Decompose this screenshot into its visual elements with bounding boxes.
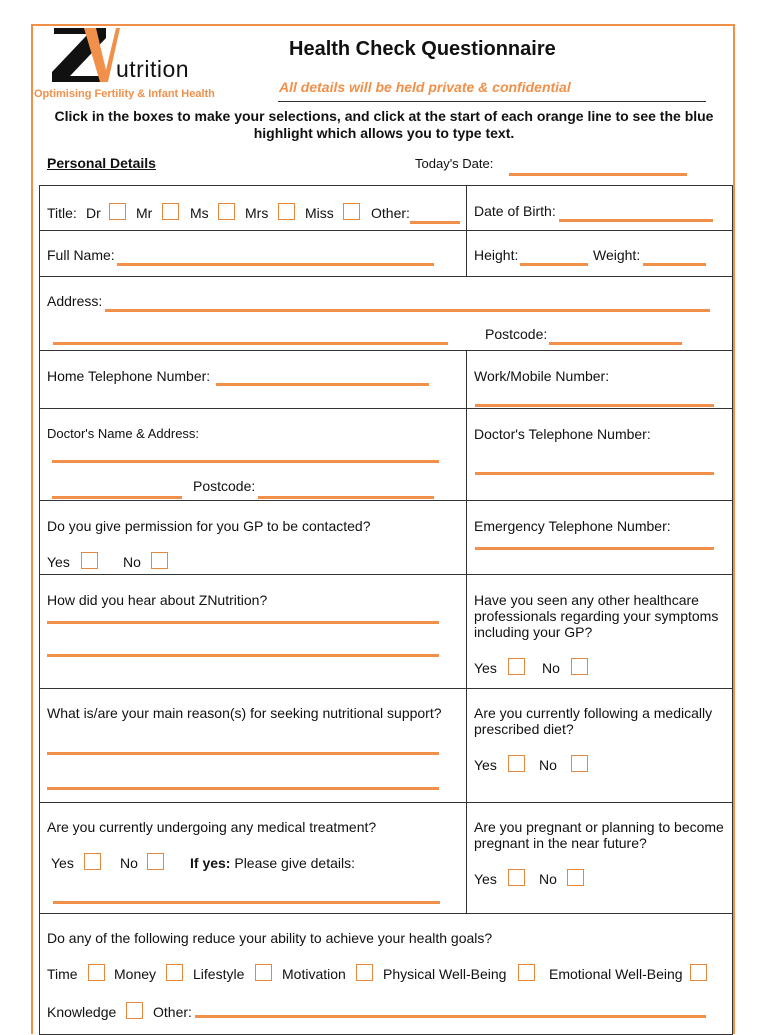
prof-yes-checkbox[interactable]	[508, 658, 525, 675]
main-reason-question: What is/are your main reason(s) for seeking nutritional support?	[47, 705, 442, 721]
doctor-tel-label: Doctor's Telephone Number:	[474, 426, 651, 442]
row-divider	[39, 408, 733, 409]
title-miss-checkbox[interactable]	[343, 203, 360, 220]
gp-permission-question: Do you give permission for you GP to be contacted?	[47, 518, 371, 534]
address-field-line1[interactable]	[105, 309, 710, 312]
barrier-time-checkbox[interactable]	[88, 964, 105, 981]
logo-tagline: Optimising Fertility & Infant Health	[34, 88, 215, 100]
barrier-knowledge-checkbox[interactable]	[126, 1002, 143, 1019]
weight-field[interactable]	[643, 263, 706, 266]
emergency-tel-label: Emergency Telephone Number:	[474, 518, 671, 534]
treatment-details-field[interactable]	[53, 901, 440, 904]
gp-no-checkbox[interactable]	[151, 552, 168, 569]
diet-yes-label: Yes	[474, 757, 497, 773]
barrier-motivation-checkbox[interactable]	[356, 964, 373, 981]
barrier-lifestyle-label: Lifestyle	[193, 966, 245, 982]
doctor-postcode-field[interactable]	[258, 496, 434, 499]
pregnant-no-label: No	[539, 871, 557, 887]
main-reason-field-2[interactable]	[47, 787, 439, 790]
if-yes-label	[190, 855, 355, 871]
title-option-mr: Mr	[136, 205, 153, 221]
barrier-physical-checkbox[interactable]	[518, 964, 535, 981]
row-divider	[39, 802, 733, 803]
barrier-other-field[interactable]	[195, 1015, 706, 1018]
postcode-field[interactable]	[549, 342, 682, 345]
diet-yes-checkbox[interactable]	[508, 755, 525, 772]
todays-date-label: Today's Date:	[415, 156, 494, 171]
treatment-no-checkbox[interactable]	[147, 853, 164, 870]
doctor-tel-field[interactable]	[475, 472, 714, 475]
if-yes-detail: Please give details:	[234, 855, 355, 871]
barrier-lifestyle-checkbox[interactable]	[255, 964, 272, 981]
page-title: Health Check Questionnaire	[289, 38, 556, 60]
logo-wordmark: utrition	[116, 56, 190, 82]
title-dr-checkbox[interactable]	[109, 203, 126, 220]
pregnant-question: Are you pregnant or planning to become pregnant in the near future?	[474, 819, 724, 851]
home-tel-field[interactable]	[216, 383, 429, 386]
emergency-tel-field[interactable]	[475, 547, 714, 550]
medical-treatment-question: Are you currently undergoing any medical treatment?	[47, 819, 377, 835]
todays-date-field[interactable]	[509, 173, 687, 176]
doctor-postcode-label: Postcode:	[193, 478, 256, 494]
barrier-emotional-label: Emotional Well-Being	[549, 966, 683, 982]
doctor-address-field-2[interactable]	[52, 496, 182, 499]
row-divider	[39, 230, 733, 231]
diet-no-label: No	[539, 757, 557, 773]
diet-no-checkbox[interactable]	[571, 755, 588, 772]
title-ms-checkbox[interactable]	[218, 203, 235, 220]
title-option-ms: Ms	[190, 205, 209, 221]
barrier-knowledge-label: Knowledge	[47, 1004, 117, 1020]
prof-no-label: No	[542, 660, 560, 676]
doctor-address-field[interactable]	[52, 460, 439, 463]
full-name-field[interactable]	[117, 263, 434, 266]
barrier-motivation-label: Motivation	[282, 966, 346, 982]
prof-no-checkbox[interactable]	[571, 658, 588, 675]
doctor-name-label: Doctor's Name & Address:	[47, 426, 200, 441]
title-option-mrs: Mrs	[245, 205, 269, 221]
hear-about-field-1[interactable]	[47, 621, 439, 624]
row-divider	[39, 688, 733, 689]
pregnant-yes-checkbox[interactable]	[508, 869, 525, 886]
dob-label: Date of Birth:	[474, 203, 556, 219]
row-divider	[39, 574, 733, 575]
title-option-other: Other:	[371, 205, 410, 221]
confidentiality-note: All details will be held private & confidential	[279, 79, 571, 95]
prescribed-diet-question: Are you currently following a medically prescribed diet?	[474, 705, 713, 737]
column-divider	[466, 350, 467, 913]
barrier-other-label: Other:	[153, 1004, 192, 1020]
barrier-emotional-checkbox[interactable]	[690, 964, 707, 981]
address-label: Address:	[47, 293, 103, 309]
gp-yes-checkbox[interactable]	[81, 552, 98, 569]
pregnant-no-checkbox[interactable]	[567, 869, 584, 886]
title-other-field[interactable]	[410, 221, 460, 224]
dob-field[interactable]	[559, 219, 713, 222]
title-label: Title:	[47, 205, 77, 221]
treatment-no-label: No	[120, 855, 138, 871]
pregnant-yes-label: Yes	[474, 871, 497, 887]
work-tel-field[interactable]	[475, 404, 714, 407]
hear-about-question: How did you hear about ZNutrition?	[47, 592, 268, 608]
logo-mark-icon	[50, 26, 120, 84]
gp-no-label: No	[123, 554, 141, 570]
instructions: Click in the boxes to make your selections, and click at the start of each orange line to see the blue highlight which allows you to type text.	[54, 108, 714, 141]
gp-yes-label: Yes	[47, 554, 70, 570]
barrier-physical-label: Physical Well-Being	[383, 966, 507, 982]
section-heading-personal: Personal Details	[47, 155, 156, 171]
treatment-yes-checkbox[interactable]	[84, 853, 101, 870]
prof-yes-label: Yes	[474, 660, 497, 676]
address-field-line2[interactable]	[53, 342, 448, 345]
row-divider	[39, 276, 733, 277]
height-field[interactable]	[520, 263, 588, 266]
barrier-time-label: Time	[47, 966, 78, 982]
column-divider	[466, 185, 467, 276]
title-mr-checkbox[interactable]	[162, 203, 179, 220]
reduce-ability-question: Do any of the following reduce your ability to achieve your health goals?	[47, 930, 493, 946]
row-divider	[39, 350, 733, 351]
hear-about-field-2[interactable]	[47, 654, 439, 657]
treatment-yes-label: Yes	[51, 855, 74, 871]
barrier-money-label: Money	[114, 966, 157, 982]
weight-label: Weight:	[593, 247, 641, 263]
title-mrs-checkbox[interactable]	[278, 203, 295, 220]
home-tel-label: Home Telephone Number:	[47, 368, 211, 384]
barrier-money-checkbox[interactable]	[166, 964, 183, 981]
main-reason-field-1[interactable]	[47, 752, 439, 755]
title-option-dr: Dr	[86, 205, 101, 221]
other-professionals-question: Have you seen any other healthcare professionals regarding your symptoms including your GP?	[474, 592, 719, 640]
work-tel-label: Work/Mobile Number:	[474, 368, 610, 384]
postcode-label: Postcode:	[485, 326, 548, 342]
title-option-miss: Miss	[305, 205, 334, 221]
header-rule	[278, 101, 706, 102]
if-yes-bold: If yes:	[190, 855, 231, 871]
row-divider	[39, 500, 733, 501]
height-label: Height:	[474, 247, 519, 263]
row-divider	[39, 913, 733, 914]
full-name-label: Full Name:	[47, 247, 115, 263]
